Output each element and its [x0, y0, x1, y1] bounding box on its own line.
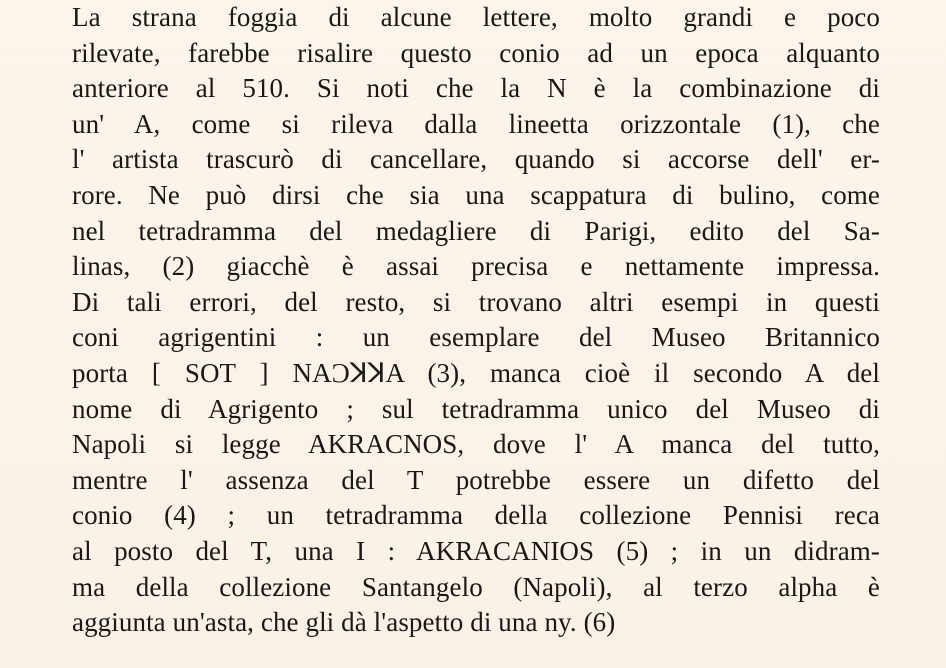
text-line-14: mentre l' assenza del T potrebbe essere un difetto del [72, 464, 880, 495]
text-line-2: rilevate, farebbe risalire questo conio ad un epoca alquanto [72, 37, 880, 68]
text-line-10: coni agrigentini : un esemplare del Museo Britannico [72, 322, 880, 353]
text-line-3: anteriore al 510. Si noti che la N è la combinazione di [72, 73, 880, 104]
text-line-9: Di tali errori, del resto, si trovano altri esempi in questi [72, 286, 880, 317]
text-line-7: nel tetradramma del medagliere di Parigi, edito del Sa- [72, 215, 880, 246]
text-line-17: ma della collezione Santangelo (Napoli), al terzo alpha è [72, 571, 880, 602]
text-line-8: linas, (2) giacchè è assai precisa e nettamente impressa. [72, 251, 880, 282]
text-line-16: al posto del T, una I : AKRACANIOS (5) ; in un didram- [72, 535, 880, 566]
body-paragraph [72, 0, 880, 641]
text-line-6: rore. Ne può dirsi che sia una scappatura di bulino, come [72, 179, 880, 210]
text-line-1: La strana foggia di alcune lettere, molto grandi e poco [72, 2, 880, 32]
text-line-5: l' artista trascurò di cancellare, quando si accorse dell' er- [72, 144, 880, 175]
text-line-11: porta [ SOT ] NAϽꓘꓘA (3), manca cioè il secondo A del [72, 357, 880, 388]
text-line-18: aggiunta un'asta, che gli dà l'aspetto di una ny. (6) [72, 607, 616, 638]
text-line-12: nome di Agrigento ; sul tetradramma unico del Museo di [72, 393, 880, 424]
text-line-13: Napoli si legge AKRACNOS, dove l' A manca del tutto, [72, 429, 880, 460]
text-line-15: conio (4) ; un tetradramma della collezione Pennisi reca [72, 500, 880, 531]
text-line-4: un' A, come si rileva dalla lineetta orizzontale (1), che [72, 108, 880, 139]
